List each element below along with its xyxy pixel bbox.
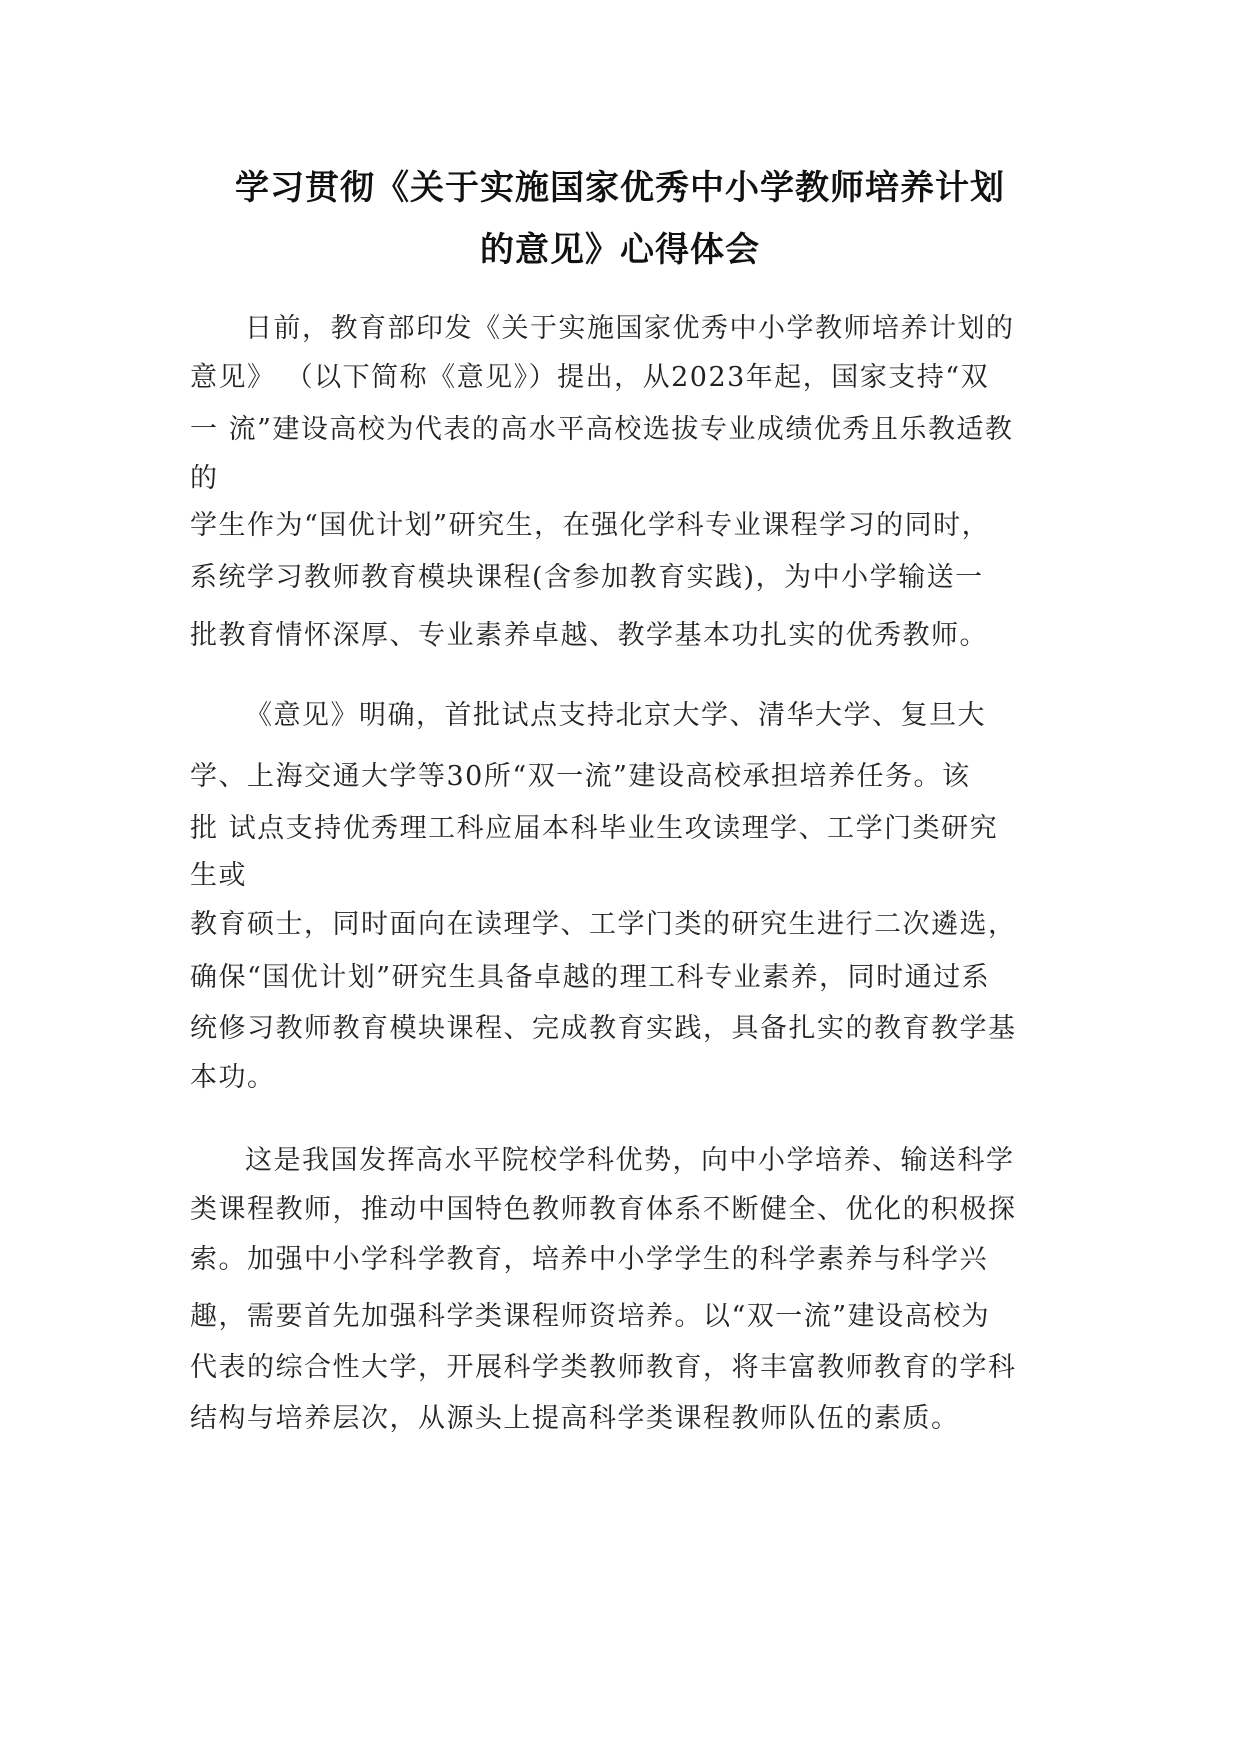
paragraph-line: 批 试点支持优秀理工科应届本科毕业生攻读理学、工学门类研究 bbox=[190, 813, 999, 844]
paragraph-line: 趣，需要首先加强科学类课程师资培养。以“双一流”建设高校为 bbox=[190, 1301, 991, 1332]
paragraph-line: 统修习教师教育模块课程、完成教育实践，具备扎实的教育教学基 bbox=[190, 1013, 1017, 1044]
paragraph-line: 学、上海交通大学等30所“双一流”建设高校承担培养任务。该 bbox=[190, 761, 971, 792]
paragraph-line: 生或 bbox=[190, 860, 247, 891]
paragraph-line: 《意见》明确，首批试点支持北京大学、清华大学、复旦大 bbox=[245, 700, 986, 731]
paragraph-line: 索。加强中小学科学教育，培养中小学学生的科学素养与科学兴 bbox=[190, 1244, 988, 1275]
document-title-line-1: 学习贯彻《关于实施国家优秀中小学教师培养计划 bbox=[235, 168, 1005, 208]
paragraph-line: 的 bbox=[190, 463, 219, 494]
paragraph-line: 批教育情怀深厚、专业素养卓越、教学基本功扎实的优秀教师。 bbox=[190, 620, 988, 651]
paragraph-line: 日前，教育部印发《关于实施国家优秀中小学教师培养计划的 bbox=[245, 313, 1015, 344]
paragraph-line: 系统学习教师教育模块课程(含参加教育实践)，为中小学输送一 bbox=[190, 562, 984, 593]
paragraph-line: 类课程教师，推动中国特色教师教育体系不断健全、优化的积极探 bbox=[190, 1194, 1017, 1225]
paragraph-line: 结构与培养层次，从源头上提高科学类课程教师队伍的素质。 bbox=[190, 1403, 960, 1434]
paragraph-line: 确保“国优计划”研究生具备卓越的理工科专业素养，同时通过系 bbox=[190, 962, 991, 993]
paragraph-line: 意见》 （以下简称《意见》）提出，从2023年起，国家支持“双 bbox=[190, 362, 990, 393]
paragraph-line: 本功。 bbox=[190, 1062, 276, 1093]
paragraph-line: 学生作为“国优计划”研究生，在强化学科专业课程学习的同时， bbox=[190, 510, 991, 541]
paragraph-line: 这是我国发挥高水平院校学科优势，向中小学培养、输送科学 bbox=[245, 1145, 1015, 1176]
document-title-line-2: 的意见》心得体会 bbox=[480, 230, 760, 270]
paragraph-line: 一 流”建设高校为代表的高水平高校选拔专业成绩优秀且乐教适教 bbox=[190, 414, 1014, 445]
paragraph-line: 教育硕士，同时面向在读理学、工学门类的研究生进行二次遴选， bbox=[190, 909, 1017, 940]
paragraph-line: 代表的综合性大学，开展科学类教师教育，将丰富教师教育的学科 bbox=[190, 1352, 1017, 1383]
